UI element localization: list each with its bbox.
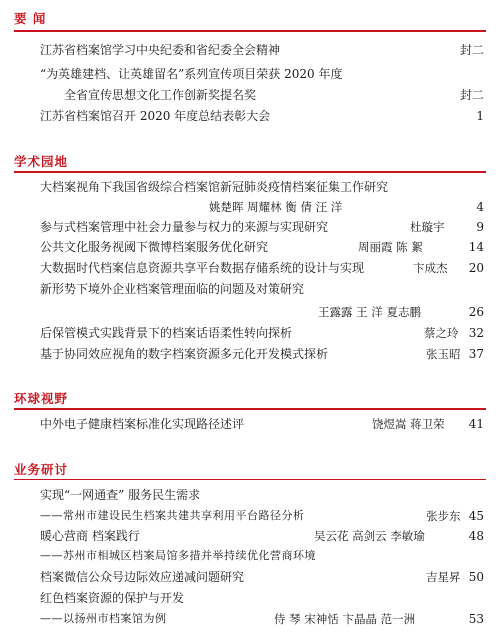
page-number: 封二 [459,88,484,102]
entry-subtitle: ——常州市建设民生档案共建共享利用平台路径分析 [40,509,305,522]
entry-title: 中外电子健康档案标准化实现路径述评 [40,417,245,431]
toc-entry[interactable] [14,486,486,504]
toc-entry[interactable] [14,65,486,83]
section-rule-global [14,408,486,410]
entry-title: 公共文化服务视阈下微博档案服务优化研究 [40,240,269,254]
section-heading-global: 环球视野 [14,391,69,406]
toc-entry[interactable] [14,415,486,433]
section-rule-practice [14,479,486,480]
toc-entry[interactable] [14,259,486,277]
toc-entry[interactable] [14,198,486,216]
section-rule-news [14,30,486,32]
entry-title: 后保管模式实践背景下的档案话语柔性转向探析 [40,326,293,340]
section-rule-academic [14,171,486,173]
entry-authors: 吉星昇 [426,570,461,584]
toc-entry[interactable] [14,610,486,628]
entry-authors: 吴云花 高剑云 李敏瑜 [314,529,425,543]
toc-entry[interactable] [14,107,486,125]
section-heading-academic: 学术园地 [14,154,69,169]
toc-entry[interactable] [14,568,486,586]
page-number: 37 [468,347,484,361]
entry-title: 基于协同效应视角的数字档案资源多元化开发模式探析 [40,347,329,361]
entry-title: 档案微信公众号边际效应递减问题研究 [40,570,245,584]
toc-entry[interactable] [14,547,486,565]
toc-entry[interactable] [14,178,486,196]
entry-title: 江苏省档案馆学习中央纪委和省纪委全会精神 [40,43,281,57]
entry-title: 大档案视角下我国省级综合档案馆新冠肺炎疫情档案征集工作研究 [40,180,389,194]
page-number: 45 [468,509,484,523]
toc-entry[interactable] [14,218,486,236]
page-number: 48 [468,529,484,543]
entry-authors: 饶煜嵩 蒋卫荣 [372,417,445,431]
toc-entry[interactable] [14,507,486,525]
toc-entry[interactable] [14,303,486,321]
page-number: 4 [476,200,484,214]
page-number: 50 [468,570,484,584]
toc-entry[interactable] [14,345,486,363]
entry-authors: 侍 琴 宋神恬 卞晶晶 范一洲 [274,612,416,626]
page-number: 20 [468,261,484,275]
entry-title: “为英雄建档、让英雄留名”系列宣传项目荣获 2020 年度 [40,67,343,81]
page-number: 9 [476,220,484,234]
entry-authors: 姚楚晖 周耀林 衡 倩 汪 洋 [209,200,343,214]
toc-entry[interactable] [14,238,486,256]
toc-entry[interactable] [14,324,486,342]
section-heading-news: 要 闻 [14,11,47,26]
entry-subtitle: ——苏州市相城区档案局馆多措并举持续优化营商环境 [40,549,316,562]
page-number: 32 [468,326,484,340]
toc-entry[interactable] [14,86,486,104]
entry-title: 红色档案资源的保护与开发 [40,591,185,605]
entry-title: 全省宣传思想文化工作创新奖提名奖 [64,88,257,102]
entry-authors: 卞成杰 [413,261,448,275]
page-number: 14 [468,240,484,254]
entry-authors: 周丽霞 陈 絮 [358,240,423,254]
toc-entry[interactable] [14,589,486,607]
entry-title: 参与式档案管理中社会力量参与权力的来源与实现研究 [40,220,329,234]
entry-title: 江苏省档案馆召开 2020 年度总结表彰大会 [40,109,271,123]
page-number: 26 [468,305,484,319]
toc-entry[interactable] [14,527,486,545]
section-heading-practice: 业务研讨 [14,462,69,477]
entry-title: 实现“一网通查” 服务民生需求 [40,488,201,502]
entry-authors: 杜璇宇 [410,220,445,234]
entry-authors: 张步东 [426,509,461,523]
entry-authors: 张玉昭 [426,347,461,361]
entry-title: 暖心营商 档案践行 [40,529,140,543]
entry-authors: 蔡之玲 [424,326,459,340]
entry-title: 新形势下境外企业档案管理面临的问题及对策研究 [40,282,305,296]
entry-title: 大数据时代档案信息资源共享平台数据存储系统的设计与实现 [40,261,365,275]
page-number: 53 [468,612,484,626]
entry-subtitle: ——以扬州市档案馆为例 [40,612,167,625]
toc-entry[interactable] [14,41,486,59]
page-number: 封二 [459,43,484,57]
page-number: 41 [468,417,484,431]
page-number: 1 [476,109,484,123]
entry-authors: 王露露 王 洋 夏志鹏 [318,305,421,319]
toc-entry[interactable] [14,280,486,298]
